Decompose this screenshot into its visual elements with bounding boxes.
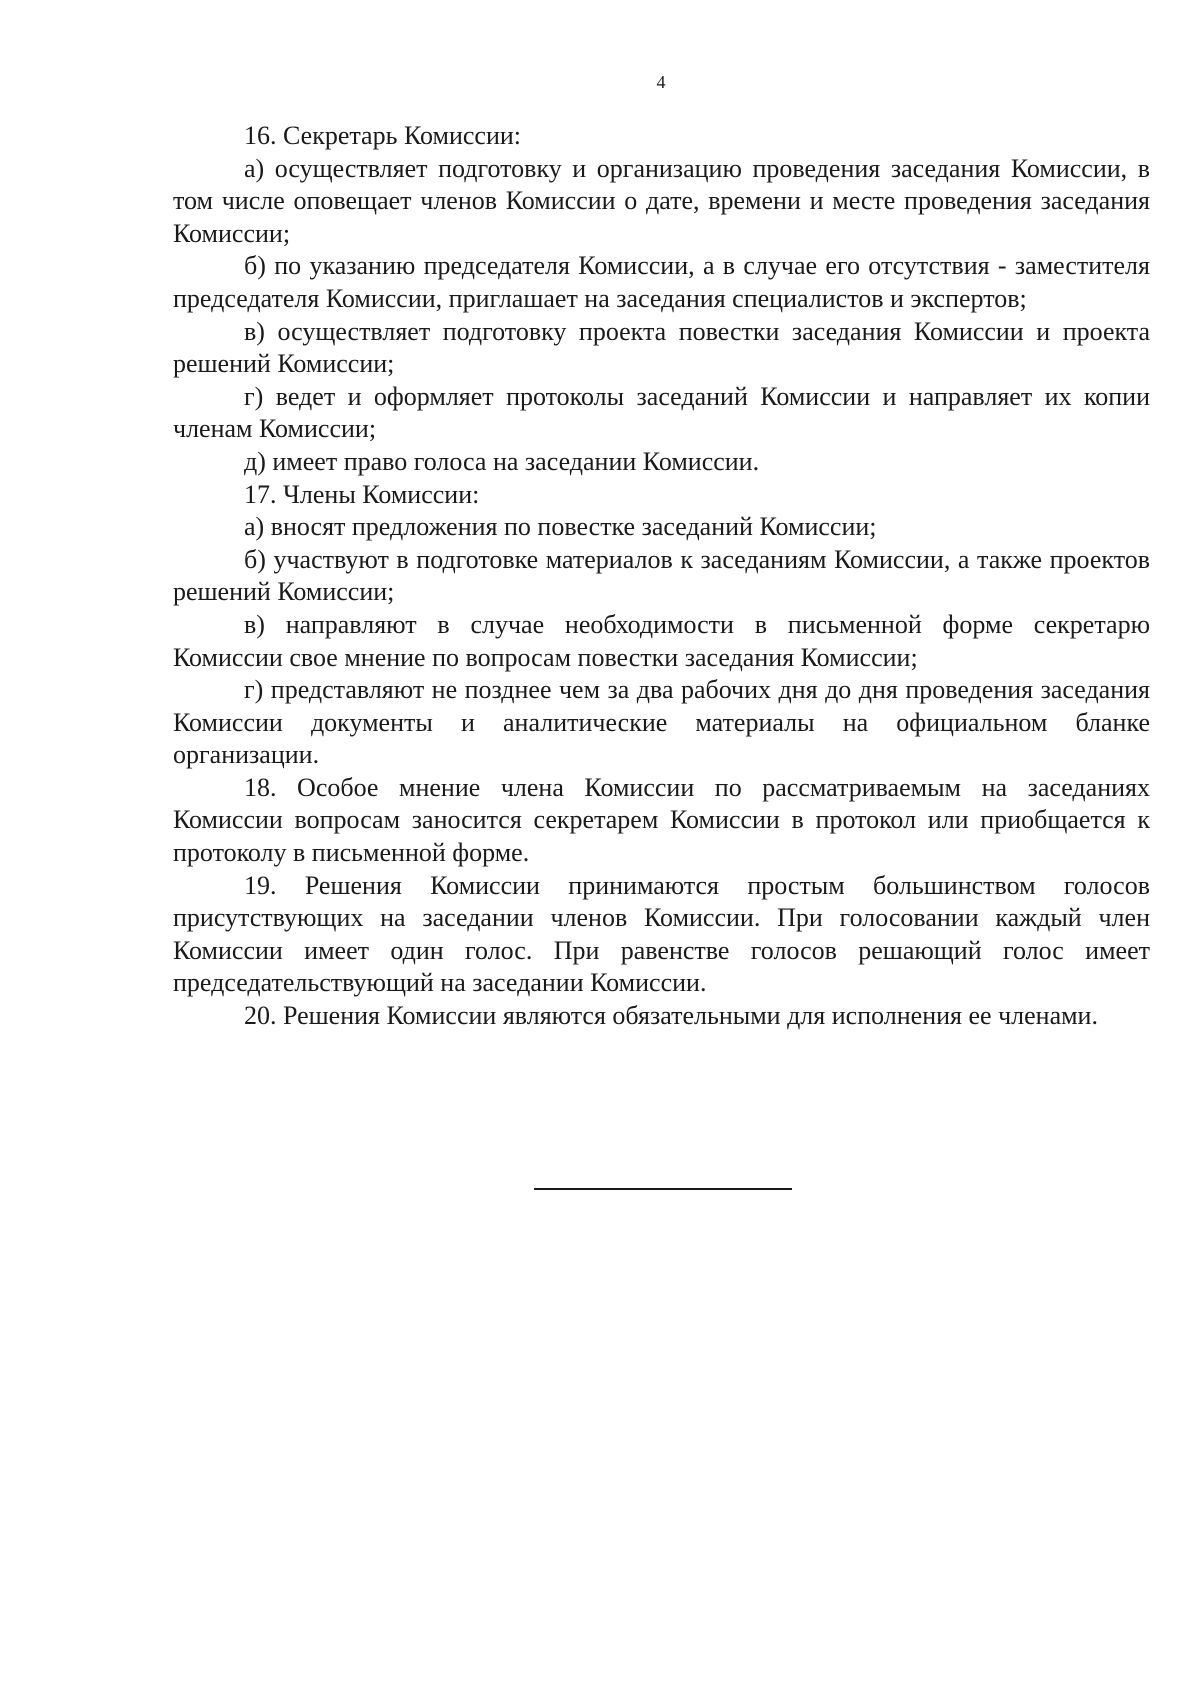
paragraph-17v: в) направляют в случае необходимости в письменной форме секретарю Комиссии свое мнение по вопросам повестки заседания Комиссии; [173, 609, 1150, 672]
paragraph-17g: г) представляют не позднее чем за два рабочих дня до дня проведения заседания Комиссии документы и аналитические материалы на официальном бланке организации. [173, 675, 1150, 770]
paragraph-16a: а) осуществляет подготовку и организацию проведения заседания Комиссии, в том числе оповещает членов Комиссии о дате, времени и месте проведения заседания Комиссии; [173, 153, 1150, 248]
paragraph-16v: в) осуществляет подготовку проекта повестки заседания Комиссии и проекта решений Комиссии; [173, 316, 1150, 379]
paragraph-16g: г) ведет и оформляет протоколы заседаний Комиссии и направляет их копии членам Комиссии; [173, 381, 1150, 444]
paragraph-17a: а) вносят предложения по повестке заседаний Комиссии; [244, 512, 877, 542]
paragraph-19: 19. Решения Комиссии принимаются простым большинством голосов присутствующих на заседании членов Комиссии. При голосовании каждый член Комиссии имеет один голос. При равенстве голосов решающий голос имеет председательствующий на заседании Комиссии. [173, 870, 1150, 998]
paragraph-16-heading: 16. Секретарь Комиссии: [244, 121, 521, 150]
end-divider-line [534, 1188, 792, 1190]
document-body [173, 120, 1150, 1033]
paragraph-17-heading: 17. Члены Комиссии: [244, 479, 480, 509]
paragraph-16b: б) по указанию председателя Комиссии, а в случае его отсутствия - заместителя председателя Комиссии, приглашает на заседания специалистов и экспертов; [173, 251, 1150, 313]
paragraph-16d: д) имеет право голоса на заседании Комиссии. [244, 446, 760, 476]
paragraph-17b: б) участвуют в подготовке материалов к заседаниям Комиссии, а также проектов решений Комиссии; [173, 544, 1150, 607]
paragraph-18: 18. Особое мнение члена Комиссии по рассматриваемым на заседаниях Комиссии вопросам заносится секретарем Комиссии в протокол или приобщается к протоколу в письменной форме. [173, 772, 1150, 868]
page-number: 4 [656, 72, 666, 92]
paragraph-20: 20. Решения Комиссии являются обязательными для исполнения ее членами. [244, 1001, 1098, 1031]
